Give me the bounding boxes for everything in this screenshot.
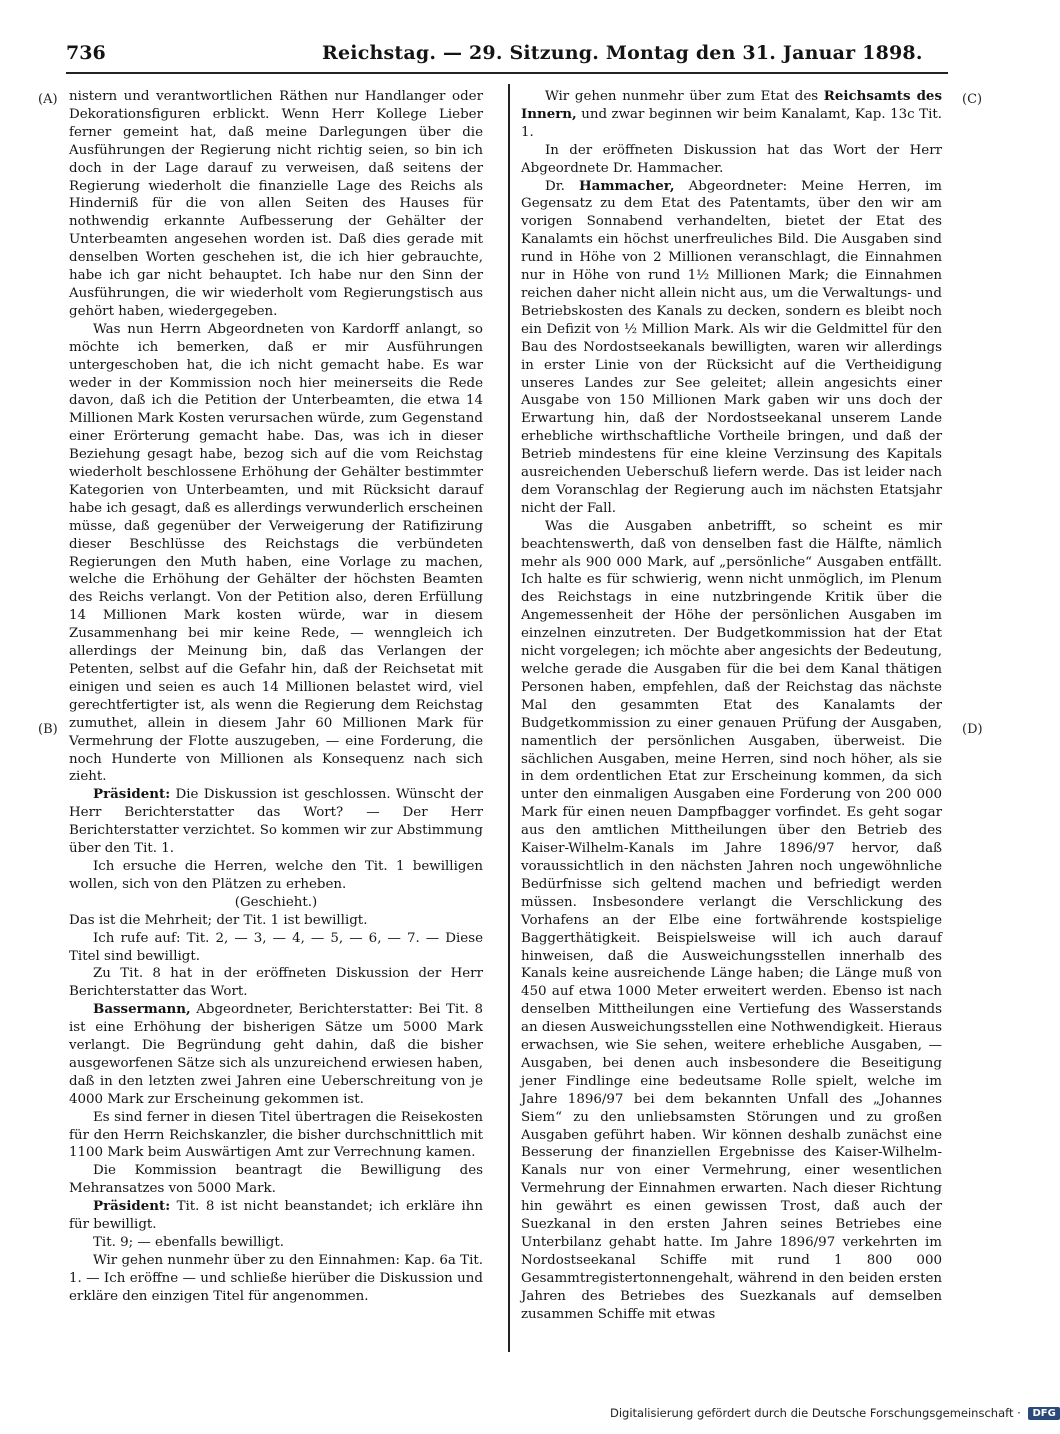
paragraph: Was nun Herrn Abgeordneten von Kardorff anlangt, so möchte ich bemerken, daß er mir Ausführungen untergeschoben hat, die ich nicht gemacht habe. Es war weder in der Kommission noch hier meinerseits die Rede davon, daß ich die Petition der Unterbeamten, die etwa 14 Millionen Mark Kosten verursachen würde, zum Gegenstand einer Erörterung gemacht habe. Das, was ich in dieser Beziehung gesagt habe, bezog sich auf die vom Reichstag wiederholt beschlossene Erhöhung der Gehälter bestimmter Kategorien von Unterbeamten, und mit Rücksicht darauf habe ich gesagt, daß es allerdings verwunderlich erscheinen müsse, daß gegenüber der Verweigerung der Ratifizirung dieser Beschlüsse des Reichstags die verbündeten Regierungen den Muth haben, eine Vorlage zu machen, welche die Erhöhung der Gehälter der höchsten Beamten des Reichs verlangt. Von der Petition also, deren Erfüllung 14 Millionen Mark kosten würde, war in diesem Zusammenhang bei mir keine Rede, — wenngleich ich allerdings der Meinung bin, daß das Verlangen der Petenten, selbst auf die Gefahr hin, daß der Reichsetat mit einigen und seien es auch 14 Millionen belastet wird, viel gerechtfertigter ist, als wenn die Regierung dem Reichstag zumuthet, allein in diesem Jahr 60 Millionen Mark für Vermehrung der Flotte auszugeben, — eine Forderung, die noch Hunderte von Millionen als Konsequenz nach sich zieht. xyxy=(69,321,483,785)
paragraph: Ich rufe auf: Tit. 2, — 3, — 4, — 5, — 6, — 7. — Diese Titel sind bewilligt. xyxy=(69,930,483,964)
speech-text: Tit. 8 ist nicht beanstandet; ich erkläre ihn für bewilligt. xyxy=(69,1199,483,1233)
paragraph xyxy=(521,88,942,142)
speech-text: Die Diskussion ist geschlossen. Wünscht der Herr Berichterstatter das Wort? — Der Herr Berichterstatter verzichtet. So kommen wir zur Abstimmung über den Tit. 1. xyxy=(69,787,483,857)
bold-title: Reichsamts des Innern, xyxy=(521,88,942,122)
paragraph xyxy=(521,178,942,518)
column-divider xyxy=(508,84,510,1352)
credit-text: Digitalisierung gefördert durch die Deutsche Forschungsgemeinschaft · xyxy=(610,1406,1021,1420)
margin-mark-d: (D) xyxy=(962,722,983,737)
paragraph xyxy=(69,1001,483,1108)
text-run: Dr. xyxy=(545,178,579,194)
speaker-name: Präsident: xyxy=(93,786,171,803)
right-column xyxy=(521,88,942,1324)
paragraph: Die Kommission beantragt die Bewilligung des Mehransatzes von 5000 Mark. xyxy=(69,1163,483,1197)
speaker-name: Präsident: xyxy=(93,1198,171,1215)
paragraph: Was die Ausgaben anbetrifft, so scheint es mir beachtenswerth, daß von denselben fast die Hälfte, nämlich mehr als 900 000 Mark, auf „persönliche“ Ausgaben entfällt. Ich halte es für schwierig, wenn nicht unmöglich, im Plenum des Reichstags in eine nutzbringende Kritik über die Angemessenheit der Höhe der persönlichen Ausgaben im einzelnen einzutreten. Der Budgetkommission hat der Etat nicht vorgelegen; ich möchte aber angesichts der Bedeutung, welche gerade die Ausgaben für die bei dem Kanal thätigen Personen haben, empfehlen, daß der Reichstag das nächste Mal den gesammten Etat des Kanalamts der Budgetkommission zu einer genauen Prüfung der Ausgaben, namentlich der persönlichen Ausgaben, überweist. Die sächlichen Ausgaben, meine Herren, sind noch höher, als sie in dem ordentlichen Etat zur Erscheinung kommen, da sich unter den einmaligen Ausgaben eine Forderung von 200 000 Mark für einen neuen Dampfbagger vorfindet. Es geht sogar aus den amtlichen Mittheilungen über den Betrieb des Kaiser-Wilhelm-Kanals im Jahre 1896/97 hervor, daß voraussichtlich in den nächsten Jahren noch ungewöhnliche Bedürfnisse sich geltend machen und befriedigt werden müssen. Insbesondere verlangt die Verschlickung des Vorhafens an der Elbe eine fortwährende kostspielige Baggerthätigkeit. Beispielsweise will ich auch darauf hinweisen, daß die Ausweichungsstellen innerhalb des Kanals keine ausreichende Länge haben; die Länge muß von 450 auf etwa 1000 Meter erweitert werden. Ebenso ist nach denselben Mittheilungen eine Vertiefung des Wasserstands an diesen Ausweichungsstellen eine Nothwendigkeit. Hieraus erwachsen, wie Sie sehen, weitere erhebliche Ausgaben, — Ausgaben, bei denen auch insbesondere die Beseitigung jener Findlinge eine bedeutsame Rolle spielt, welche im Jahre 1896/97 bei dem bekannten Unfall des „Johannes Siem“ zu den unliebsamsten Störungen und zu großen Ausgaben geführt haben. Wir können deshalb zunächst eine Besserung der finanziellen Ergebnisse des Kaiser-Wilhelm-Kanals nur von einer Vermehrung, einer wesentlichen Vermehrung der Einnahmen erwarten. Nach dieser Richtung hin gewährt es einen gewissen Trost, daß auch der Suezkanal in den ersten Jahren seines Betriebes eine Unterbilanz gehabt hatte. Im Jahre 1896/97 verkehrten im Nordostseekanal Schiffe mit rund 1 800 000 Gesammtregistertonnengehalt, während in den beiden ersten Jahren des Betriebes des Suezkanals auf demselben zusammen Schiffe mit etwas xyxy=(521,518,942,1322)
page-number: 736 xyxy=(66,42,106,64)
text-run: und zwar beginnen wir beim Kanalamt, Kap. 13c Tit. 1. xyxy=(521,106,942,140)
paragraph xyxy=(69,1198,483,1234)
speaker-name: Hammacher, xyxy=(579,177,675,194)
speaker-name: Bassermann, xyxy=(93,1001,191,1018)
paragraph: Zu Tit. 8 hat in der eröffneten Diskussion der Herr Berichterstatter das Wort. xyxy=(69,966,483,1000)
paragraph: Es sind ferner in diesen Titel übertragen die Reisekosten für den Herrn Reichskanzler, die bisher durchschnittlich mit 1100 Mark beim Auswärtigen Amt zur Verrechnung kamen. xyxy=(69,1109,483,1161)
margin-mark-a: (A) xyxy=(38,92,58,107)
paragraph: nistern und verantwortlichen Räthen nur Handlanger oder Dekorationsfiguren erblickt. Wenn Herr Kollege Lieber ferner gemeint hat, daß meine Darlegungen über die Ausführungen der Regierung nicht richtig seien, so bin ich doch in der Lage darauf zu verweisen, daß seitens der Regierung wiederholt die finanzielle Lage des Reichs als Hinderniß für die von allen Seiten des Hauses für nothwendig erkannte Aufbesserung der Gehälter der Unterbeamten angesehen worden ist. Daß dies gerade mit denselben Worten geschehen ist, die ich hier gebrauchte, habe ich gar nicht behauptet. Ich habe nur den Sinn der Ausführungen, die wir wiederholt vom Regierungstisch aus gehört haben, wiedergegeben. xyxy=(69,89,483,319)
left-column xyxy=(69,88,483,1306)
paragraph: Das ist die Mehrheit; der Tit. 1 ist bewilligt. xyxy=(69,912,368,928)
text-run: Wir gehen nunmehr über zum Etat des xyxy=(545,89,824,104)
paragraph xyxy=(69,786,483,858)
paragraph: Tit. 9; — ebenfalls bewilligt. xyxy=(93,1235,285,1250)
footer-credit xyxy=(610,1406,1056,1426)
dfg-logo: DFG xyxy=(1028,1407,1059,1420)
speech-text: Abgeordneter, Berichterstatter: Bei Tit. 8 ist eine Erhöhung der bisherigen Sätze um 5000 Mark verlangt. Die Begründung geht dahin, daß die bisher ausgeworfenen Sätze sich als unzureichend erwiesen haben, daß in den letzten zwei Jahren eine Ueberschreitung von je 4000 Mark zur Erscheinung gekommen ist. xyxy=(69,1002,483,1107)
stage-direction: (Geschieht.) xyxy=(234,894,318,910)
speech-text: Abgeordneter: Meine Herren, im Gegensatz zu dem Etat des Patentamts, über den wir am vorigen Sonnabend verhandelten, bietet der Etat des Kanalamts ein höchst unerfreuliches Bild. Die Ausgaben sind rund in Höhe von 2 Millionen veranschlagt, die Einnahmen nur in Höhe von rund 1½ Millionen Mark; die Einnahmen reichen daher nicht allein nicht aus, um die Verwaltungs- und Betriebskosten des Kanals zu decken, sondern es bleibt noch ein Defizit von ½ Million Mark. Als wir die Geldmittel für den Bau des Nordostseekanals bewilligten, waren wir allerdings in erster Linie von der Rücksicht auf die Vertheidigung unseres Landes zur See geleitet; allein angesichts einer Ausgabe von 150 Millionen Mark gaben wir uns doch der Erwartung hin, daß der Nordostseekanal unserem Lande erhebliche wirthschaftliche Vortheile bringen, und daß der Betrieb mindestens für eine kleine Verzinsung des Kapitals ausreichenden Ueberschuß liefern werde. Das ist leider nach dem Voranschlag der Regierung auch im nächsten Etatsjahr nicht der Fall. xyxy=(521,178,942,516)
margin-mark-c: (C) xyxy=(962,92,983,107)
paragraph: Ich ersuche die Herren, welche den Tit. 1 bewilligen wollen, sich von den Plätzen zu erheben. xyxy=(69,858,483,892)
page-header xyxy=(66,42,946,70)
paragraph: Wir gehen nunmehr über zu den Einnahmen: Kap. 6a Tit. 1. — Ich eröffne — und schließe hierüber die Diskussion und erkläre den einzigen Titel für angenommen. xyxy=(69,1252,483,1304)
margin-mark-b: (B) xyxy=(38,722,58,737)
running-head: Reichstag. — 29. Sitzung. Montag den 31. Januar 1898. xyxy=(322,42,923,64)
header-rule xyxy=(66,72,948,74)
paragraph: In der eröffneten Diskussion hat das Wort der Herr Abgeordnete Dr. Hammacher. xyxy=(521,142,942,176)
